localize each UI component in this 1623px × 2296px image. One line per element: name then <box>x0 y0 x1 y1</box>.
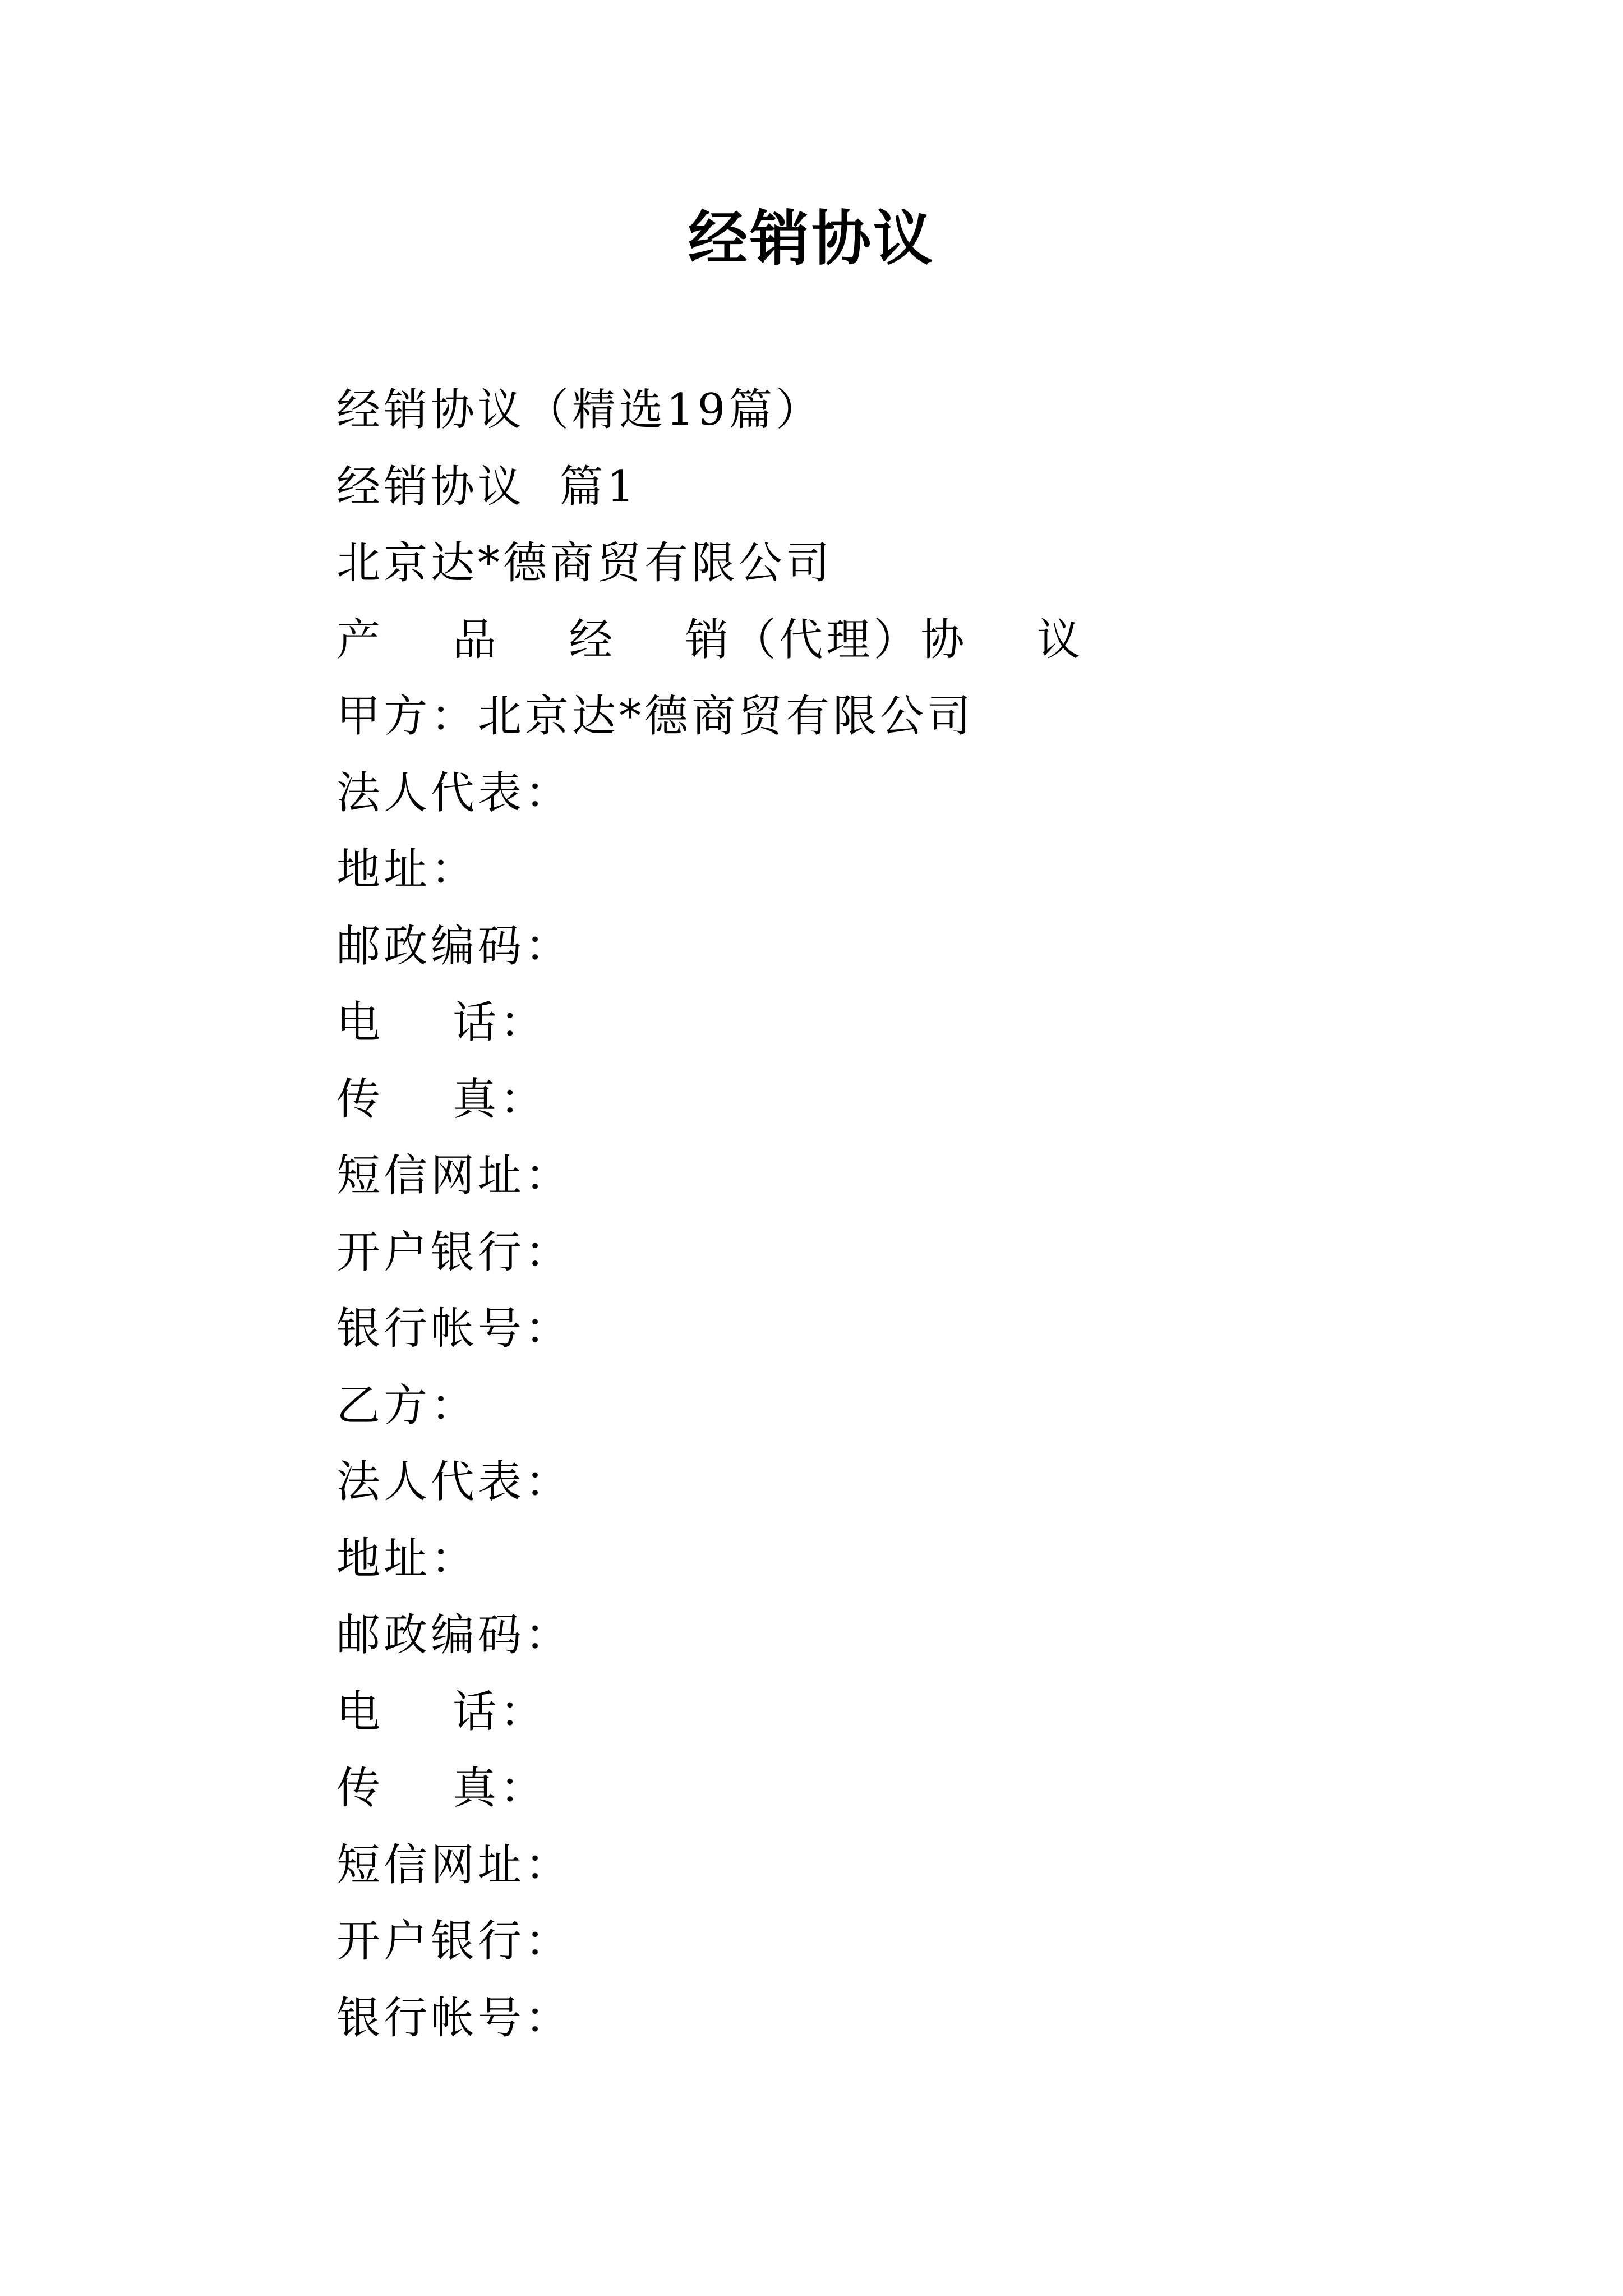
company-name-line: 北京达*德商贸有限公司 <box>336 538 833 588</box>
party-a-address: 地址： <box>336 844 478 895</box>
party-a-legal-rep: 法人代表： <box>336 767 573 818</box>
agreement-heading: 产 品 经 销（代理）协 议 <box>336 614 1084 665</box>
party-a-fax: 传 真： <box>336 1074 547 1125</box>
party-b-legal-rep: 法人代表： <box>336 1457 573 1507</box>
document-body <box>336 379 1570 2064</box>
party-a-bank: 开户银行： <box>336 1227 573 1278</box>
section-heading: 经销协议 篇1 <box>336 461 638 512</box>
subtitle-line: 经销协议（精选19篇） <box>336 385 823 435</box>
party-a-sms-url: 短信网址： <box>336 1151 573 1201</box>
party-b-account: 银行帐号： <box>336 1993 573 2044</box>
party-b-fax: 传 真： <box>336 1763 547 1814</box>
party-b-bank: 开户银行： <box>336 1916 573 1967</box>
party-b-sms-url: 短信网址： <box>336 1839 573 1890</box>
party-a-phone: 电 话： <box>336 997 547 1048</box>
party-b-address: 地址： <box>336 1533 478 1584</box>
party-a-postcode: 邮政编码： <box>336 921 573 972</box>
document-title: 经销协议 <box>688 203 935 273</box>
party-a-line: 甲方：北京达*德商贸有限公司 <box>336 691 975 742</box>
party-b-phone: 电 话： <box>336 1686 547 1737</box>
party-a-account: 银行帐号： <box>336 1304 573 1354</box>
party-b-line: 乙方： <box>336 1380 478 1431</box>
party-b-postcode: 邮政编码： <box>336 1610 573 1660</box>
